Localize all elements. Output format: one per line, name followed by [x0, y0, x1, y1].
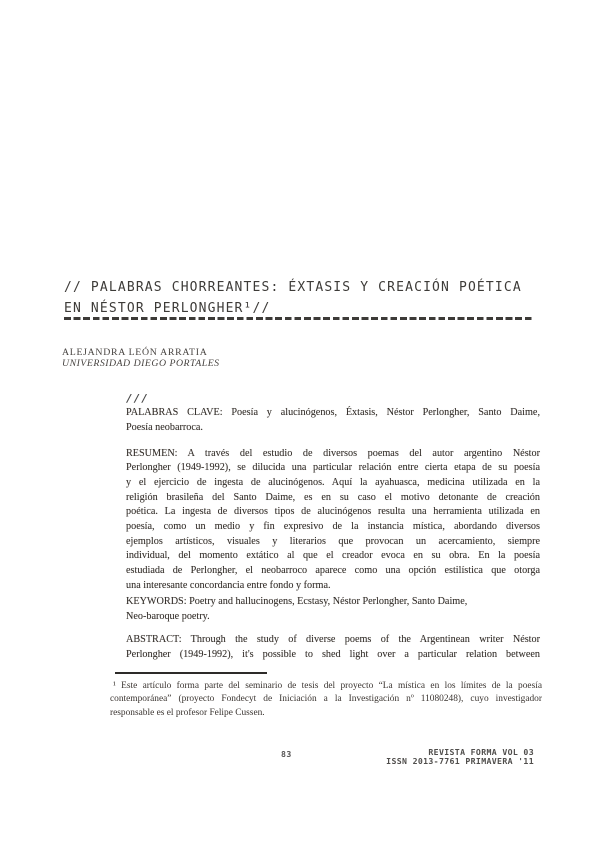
article-title-line-1: // PALABRAS CHORREANTES: ÉXTASIS Y CREACIÓN POÉTICA [64, 280, 522, 295]
keywords-line: Neo-baroque poetry. [126, 610, 210, 622]
keywords-block [126, 594, 540, 624]
palabras-clave-block [126, 406, 540, 436]
palabras-clave-line: PALABRAS CLAVE: Poesía y alucinógenos, Éxtasis, Néstor Perlongher, Santo Daime, [126, 407, 540, 418]
footnote-separator-rule [115, 672, 267, 674]
footnote-line: ¹ Este artículo forma parte del seminario de tesis del proyecto “La mística en los límites de la poesía [113, 680, 542, 691]
footnote-line: contemporánea” (proyecto Fondecyt de Iniciación a la Investigación nº 11080248), cuyo investigador [110, 694, 542, 705]
footnote-line: responsable es el profesor Felipe Cussen. [110, 708, 265, 719]
resumen-line: ejemplos artísticos, visuales y literarios que provocan un acercamiento, siempre [126, 535, 540, 547]
resumen-line: y el ejercicio de ingesta de alucinógenos. Aquí la ayahuasca, medicina utilizada en la [126, 476, 540, 488]
journal-issn-season: ISSN 2013-7761 PRIMAVERA '11 [386, 756, 534, 767]
palabras-clave-line: Poesía neobarroca. [126, 421, 203, 433]
keywords-line: KEYWORDS: Poetry and hallucinogens, Ecstasy, Néstor Perlongher, Santo Daime, [126, 595, 468, 607]
author-name: ALEJANDRA LEÓN ARRATIA [62, 347, 208, 358]
resumen-line: Perlongher (1949-1992), se dilucida una particular relación entre cierta etapa de su poesía [126, 462, 540, 474]
abstract-line: Perlongher (1949-1992), it's possible to shed light over a particular relation between [126, 649, 540, 660]
resumen-line: religión brasileña del Santo Daime, es en su caso el motivo detonante de creación [126, 491, 540, 503]
resumen-line: poesía, como un medio y fin expresivo de la instancia mística, abordando diversos [126, 521, 540, 533]
author-affiliation: UNIVERSIDAD DIEGO PORTALES [62, 358, 220, 369]
resumen-line: poética. La ingesta de diversos tipos de alucinógenos resulta una herramienta utilizada en [126, 506, 540, 518]
footnote-block [110, 680, 542, 722]
abstract-block [126, 632, 540, 662]
journal-imprint [386, 748, 534, 767]
resumen-line: una interesante concordancia entre fondo y forma. [126, 579, 331, 591]
journal-title-volume: REVISTA FORMA VOL 03 [428, 747, 534, 757]
article-title-line-2: EN NÉSTOR PERLONGHER¹// [64, 301, 271, 316]
resumen-line: estudiada de Perlongher, el neobarroco aparece como una opción estilística que otorga [126, 565, 540, 577]
title-underline-dashes [64, 317, 532, 320]
abstract-line: ABSTRACT: Through the study of diverse poems of the Argentinean writer Néstor [126, 634, 540, 645]
page-number: 83 [281, 749, 292, 759]
resumen-block [126, 447, 540, 594]
resumen-line: RESUMEN: A través del estudio de diversos poemas del autor argentino Néstor [126, 447, 540, 459]
section-marker: /// [126, 392, 149, 405]
resumen-line: individual, del momento extático al que el creador evoca en su obra. En la poesía [126, 550, 540, 562]
